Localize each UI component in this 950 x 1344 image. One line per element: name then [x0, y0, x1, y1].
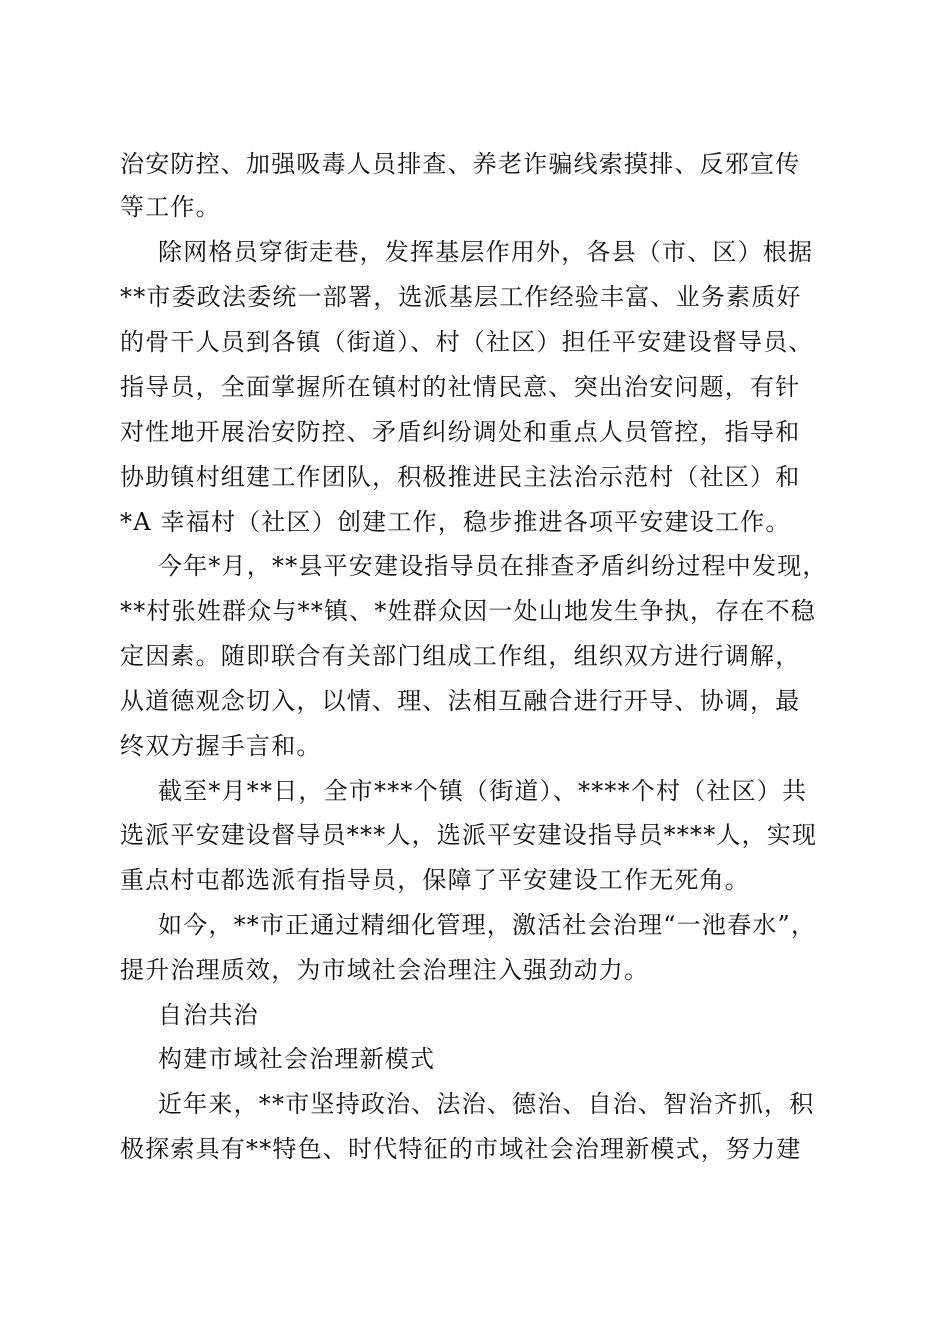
section-subheading: 构建市域社会治理新模式: [158, 1045, 436, 1073]
paragraph-start-line: 截至*月**日，全市***个镇（街道）、****个村（社区）共: [158, 777, 808, 805]
text-line: **市委政法委统一部署，选派基层工作经验丰富、业务素质好: [120, 283, 802, 311]
paragraph-start-line: 今年*月，**县平安建设指导员在排查矛盾纠纷过程中发现，: [158, 552, 828, 580]
paragraph-start-line: 如今，**市正通过精细化管理，激活社会治理“一池春水”，: [158, 911, 817, 939]
paragraph-start-line: 除网格员穿街走巷，发挥基层作用外，各县（市、区）根据: [158, 238, 814, 266]
text-line: 指导员，全面掌握所在镇村的社情民意、突出治安问题，有针: [120, 373, 801, 401]
text-line: 协助镇村组建工作团队，积极推进民主法治示范村（社区）和: [120, 463, 801, 491]
text-line: 终双方握手言和。: [120, 732, 322, 760]
text-line: 的骨干人员到各镇（街道）、村（社区）担任平安建设督导员、: [120, 328, 814, 356]
text-line: 提升治理质效，为市域社会治理注入强劲动力。: [120, 956, 650, 984]
text-line: **村张姓群众与**镇、*姓群众因一处山地发生争执，存在不稳: [120, 597, 816, 625]
text-line: 等工作。: [120, 193, 221, 221]
text-line: 重点村屯都选派有指导员，保障了平安建设工作无死角。: [120, 866, 750, 894]
paragraph-start-line: 近年来，**市坚持政治、法治、德治、自治、智治齐抓，积: [158, 1090, 815, 1118]
text-line: 极探索具有**特色、时代特征的市域社会治理新模式，努力建: [120, 1135, 802, 1163]
text-line: 选派平安建设督导员***人，选派平安建设指导员****人，实现: [120, 821, 818, 849]
text-line: 从道德观念切入，以情、理、法相互融合进行开导、协调，最: [120, 687, 801, 715]
text-line: *A 幸福村（社区）创建工作，稳步推进各项平安建设工作。: [120, 508, 791, 536]
text-line: 定因素。随即联合有关部门组成工作组，组织双方进行调解，: [120, 642, 801, 670]
section-heading: 自治共治: [158, 1001, 259, 1029]
text-line: 对性地开展治安防控、矛盾纠纷调处和重点人员管控，指导和: [120, 418, 801, 446]
text-line: 治安防控、加强吸毒人员排查、养老诈骗线索摸排、反邪宣传: [120, 150, 801, 178]
